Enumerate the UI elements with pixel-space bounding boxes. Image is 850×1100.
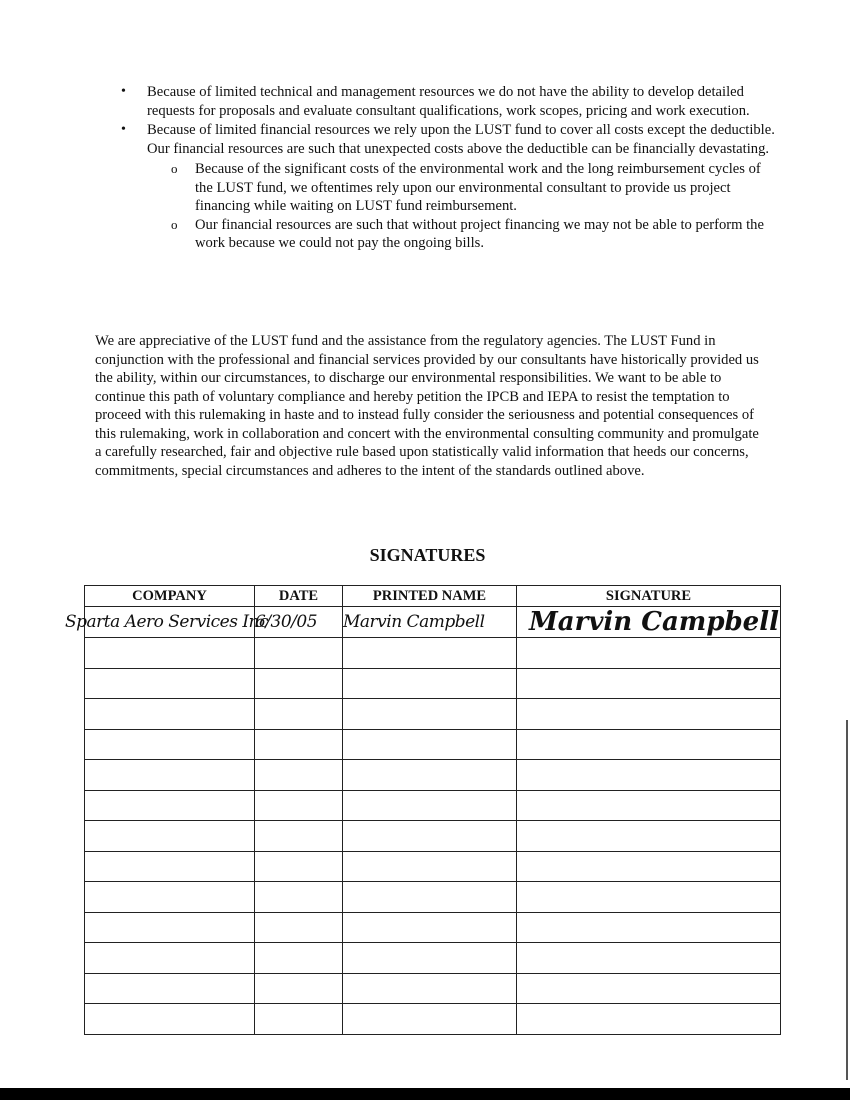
table-row [85, 1004, 781, 1035]
closing-paragraph: We are appreciative of the LUST fund and the assistance from the regulatory agencies. The LUST Fund in conjunction with the professional and financial services provided by our consultants have historically provided us the ability, within our circumstances, to discharge our environmental responsibilities. We want to be able to continue this path of voluntary compliance and hereby petition the IPCB and IEPA to resist the temptation to proceed with this rulemaking in haste and to instead fully consider the seriousness and potential consequences of this rulemaking, work in collaboration and concert with the environmental consulting community and promulgate a carefully researched, fair and objective rule based upon statistically valid information that heeds our concerns, commitments, special circumstances and adheres to the intent of the standards outlined above. [95, 333, 759, 479]
table-row [85, 668, 781, 699]
table-row [85, 638, 781, 669]
sub-bullet-list [147, 160, 775, 253]
handwritten-name: Marvin Campbell [343, 612, 485, 632]
bullet-text: Because of limited technical and management resources we do not have the ability to develop detailed requests for proposals and evaluate consultant qualifications, work scopes, pricing and work execution. [147, 84, 750, 119]
sub-bullet-item [147, 160, 775, 216]
bullet-item [95, 121, 775, 253]
table-cell-name [343, 1004, 517, 1035]
table-cell-signature [517, 729, 781, 760]
table-cell-signature [517, 912, 781, 943]
table-cell-signature [517, 821, 781, 852]
table-row [85, 851, 781, 882]
table-cell-date [255, 973, 343, 1004]
table-cell-company [85, 821, 255, 852]
sub-bullet-item [147, 216, 775, 253]
table-cell-signature [517, 699, 781, 730]
table-cell-company [85, 729, 255, 760]
column-header-printed-name: PRINTED NAME [343, 586, 517, 607]
table-cell-name [343, 607, 517, 638]
table-cell-company [85, 790, 255, 821]
column-header-signature: SIGNATURE [517, 586, 781, 607]
table-cell-date [255, 729, 343, 760]
table-cell-name [343, 638, 517, 669]
scan-bottom-bar [0, 1088, 850, 1100]
signature-table-header [85, 586, 781, 607]
table-cell-signature [517, 1004, 781, 1035]
table-cell-company [85, 668, 255, 699]
handwritten-company: Sparta Aero Services Inc [65, 612, 269, 632]
table-cell-signature [517, 668, 781, 699]
table-cell-name [343, 668, 517, 699]
handwritten-date: 6/30/05 [255, 612, 318, 632]
table-cell-date [255, 851, 343, 882]
table-cell-signature [517, 790, 781, 821]
bullet-text: Because of limited financial resources we rely upon the LUST fund to cover all costs except the deductible. Our financial resources are such that unexpected costs above the deductible can be financially devastating. [147, 122, 775, 157]
table-cell-date [255, 760, 343, 791]
table-cell-signature [517, 638, 781, 669]
table-cell-company [85, 882, 255, 913]
table-cell-date [255, 821, 343, 852]
bullet-icon: • [121, 84, 126, 99]
bullet-item [95, 83, 775, 120]
table-cell-date [255, 1004, 343, 1035]
sub-bullet-text: Our financial resources are such that without project financing we may not be able to perform the work because we could not pay the ongoing bills. [195, 216, 764, 251]
table-cell-company [85, 912, 255, 943]
table-cell-date [255, 943, 343, 974]
table-cell-signature [517, 973, 781, 1004]
column-header-date: DATE [255, 586, 343, 607]
table-cell-name [343, 699, 517, 730]
table-cell-name [343, 729, 517, 760]
table-cell-signature [517, 882, 781, 913]
table-cell-signature [517, 760, 781, 791]
table-cell-name [343, 912, 517, 943]
table-cell-date [255, 912, 343, 943]
table-cell-name [343, 851, 517, 882]
table-cell-name [343, 882, 517, 913]
table-cell-company [85, 851, 255, 882]
table-cell-date [255, 668, 343, 699]
table-row [85, 760, 781, 791]
table-cell-signature [517, 943, 781, 974]
table-cell-name [343, 821, 517, 852]
table-cell-date [255, 790, 343, 821]
table-row [85, 790, 781, 821]
table-row [85, 821, 781, 852]
signature-table-body [65, 607, 781, 1035]
table-cell-company [85, 760, 255, 791]
scan-edge-line [846, 720, 848, 1080]
table-row [85, 729, 781, 760]
table-cell-company [85, 638, 255, 669]
table-row [85, 912, 781, 943]
table-cell-signature [517, 607, 781, 638]
bullet-icon: • [121, 122, 126, 137]
table-cell-name [343, 790, 517, 821]
table-row [85, 973, 781, 1004]
handwritten-signature: Marvin Campbell [529, 607, 779, 637]
table-cell-company [85, 699, 255, 730]
table-cell-date [255, 699, 343, 730]
circle-bullet-icon: o [171, 161, 178, 176]
table-row [85, 882, 781, 913]
sub-bullet-text: Because of the significant costs of the environmental work and the long reimbursement cycles of the LUST fund, we oftentimes rely upon our environmental consultant to provide us project financing while waiting on LUST fund reimbursement. [195, 161, 761, 214]
table-cell-signature [517, 851, 781, 882]
table-cell-date [255, 607, 343, 638]
table-cell-date [255, 638, 343, 669]
table-cell-name [343, 943, 517, 974]
circle-bullet-icon: o [171, 216, 178, 232]
table-cell-date [255, 882, 343, 913]
table-cell-company [85, 973, 255, 1004]
table-cell-name [343, 760, 517, 791]
table-cell-company [85, 1004, 255, 1035]
table-cell-name [343, 973, 517, 1004]
table-row [85, 699, 781, 730]
table-row [85, 943, 781, 974]
table-row [85, 607, 781, 638]
bullet-list [95, 83, 775, 254]
table-cell-company [65, 607, 269, 638]
signatures-heading: SIGNATURES [369, 545, 486, 565]
table-cell-company [85, 943, 255, 974]
column-header-company: COMPANY [85, 586, 255, 607]
signature-table [65, 585, 781, 1035]
